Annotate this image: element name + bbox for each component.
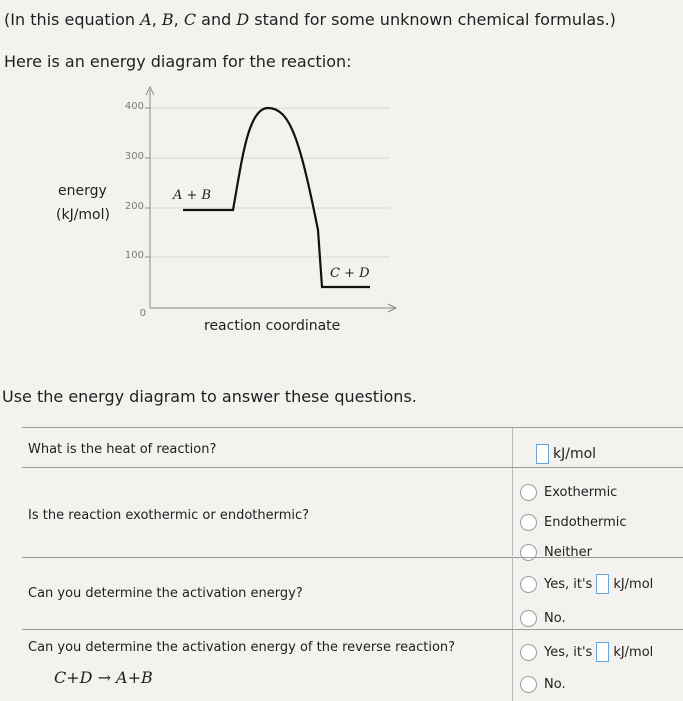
y-tick-100: 100 [124,250,144,261]
radio-activation-yes[interactable] [520,576,537,593]
var-c: C [183,10,197,29]
y-tick-300: 300 [124,151,144,162]
option-activation-yes[interactable]: Yes, it's kJ/mol [520,574,653,594]
radio-reverse-no[interactable] [520,676,537,693]
heat-input[interactable] [536,444,549,464]
radio-endothermic[interactable] [520,514,537,531]
question-row-exo [22,467,683,560]
question-row-reverse [22,629,683,701]
products-label: C + D [330,266,370,281]
question-row-activation [22,557,683,630]
option-exothermic[interactable]: Exothermic [520,484,617,501]
y-tick-200: 200 [124,201,144,212]
y-tick-0: 0 [139,308,146,319]
var-b: B [161,10,174,29]
reverse-equation: C+D → A+B [54,668,153,687]
option-reverse-no[interactable]: No. [520,676,566,693]
intro-line-1: (In this equation A, B, C and D stand for some unknown chemical formulas.) [4,10,616,29]
question-exo-text: Is the reaction exothermic or endothermic? [28,508,310,523]
questions-intro: Use the energy diagram to answer these questions. [2,387,417,406]
question-activation-text: Can you determine the activation energy? [28,586,303,601]
radio-activation-no[interactable] [520,610,537,627]
reactants-label: A + B [173,188,212,203]
option-reverse-yes[interactable]: Yes, it's kJ/mol [520,642,653,662]
questions-table [22,427,683,700]
reverse-input[interactable] [596,642,609,662]
var-a: A [140,10,152,29]
question-row-heat [22,427,683,468]
heat-unit: kJ/mol [553,446,597,462]
var-d: D [236,10,250,29]
question-heat-text: What is the heat of reaction? [28,442,217,457]
option-endothermic[interactable]: Endothermic [520,514,627,531]
option-neither[interactable]: Neither [520,544,592,561]
y-axis-label-1: energy [58,183,107,199]
radio-exothermic[interactable] [520,484,537,501]
option-activation-no[interactable]: No. [520,610,566,627]
heat-answer [532,444,596,464]
x-axis-label: reaction coordinate [204,318,341,334]
y-axis-label-2: (kJ/mol) [56,207,110,223]
intro-line-2: Here is an energy diagram for the reaction: [4,52,352,71]
question-reverse-text: Can you determine the activation energy of the reverse reaction? [28,640,456,655]
radio-reverse-yes[interactable] [520,644,537,661]
y-tick-400: 400 [124,101,144,112]
activation-input[interactable] [596,574,609,594]
